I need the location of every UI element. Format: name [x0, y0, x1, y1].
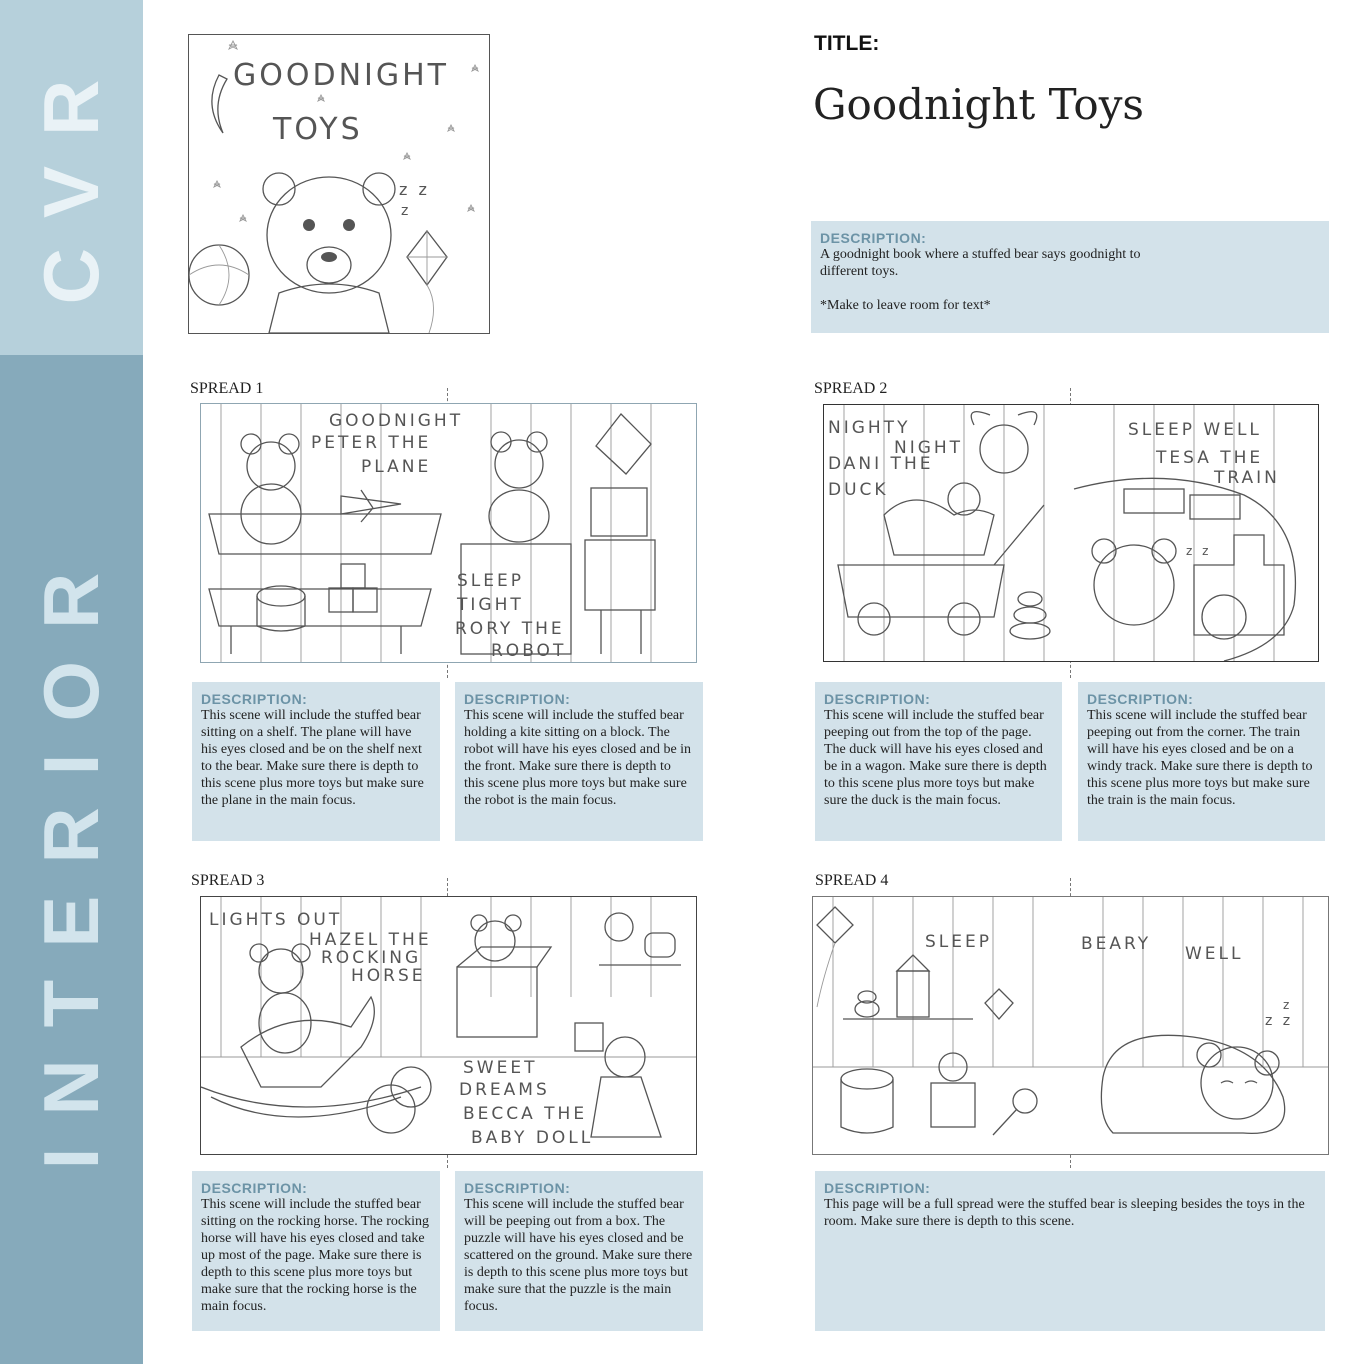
cover-section-label: CVR — [27, 49, 115, 305]
spread-3-right-text-2: DREAMS — [459, 1080, 550, 1100]
spread-2-drawing — [824, 405, 1318, 661]
spread-1-drawing — [201, 404, 696, 662]
spread-3-right-description-label: DESCRIPTION: — [464, 1180, 571, 1196]
spread-4-description-text: This page will be a full spread were the stuffed bear is sleeping besides the toys in the room. Make sure there is depth to this scene. — [824, 1197, 1305, 1229]
cover-description-label: DESCRIPTION: — [820, 230, 927, 246]
spread-1-right-description-box — [455, 682, 703, 841]
spread-2-right-text-2: TESA THE — [1156, 448, 1264, 468]
sidebar-interior-band — [0, 355, 143, 1364]
sidebar-cover-band — [0, 0, 143, 355]
spread-2-left-description-label: DESCRIPTION: — [824, 691, 931, 707]
spread-4-left-text-1: SLEEP — [925, 932, 992, 952]
title-label: TITLE: — [814, 32, 880, 55]
cover-sketch-drawing — [189, 35, 489, 333]
spread-1-right-text-3: RORY THE — [455, 619, 565, 639]
spread-1-left-description-box — [192, 682, 440, 841]
interior-section-label: INTERIOR — [27, 540, 115, 1170]
spread-3-left-text-3: ROCKING — [321, 948, 422, 968]
spread-2-left-text-4: DUCK — [828, 480, 889, 500]
spread-2-label: SPREAD 2 — [814, 380, 888, 397]
spread-3-right-text-1: SWEET — [463, 1058, 538, 1078]
spread-2-left-description-box — [815, 682, 1062, 841]
spread-3-left-description-text: This scene will include the stuffed bear sitting on the rocking horse. The rocking horse will have his eyes closed and take up most of the page. Make sure there is depth to this scene plus more toys but make sure that the rocking horse is the main focus. — [201, 1197, 429, 1314]
spread-3-sketch — [200, 896, 697, 1155]
spread-2-right-description-box — [1078, 682, 1325, 841]
spread-3-right-description-box — [455, 1171, 703, 1331]
spread-3-right-text-4: BABY DOLL — [471, 1128, 594, 1148]
spread-3-left-text-2: HAZEL THE — [309, 930, 432, 950]
svg-text:z: z — [1283, 998, 1293, 1012]
spread-2-left-text-1: NIGHTY — [828, 418, 911, 438]
cover-description-text: A goodnight book where a stuffed bear says goodnight to different toys. *Make to leave room for text* — [820, 247, 1141, 313]
spread-4-description-box — [815, 1171, 1325, 1331]
spread-4-right-text-1: BEARY — [1081, 934, 1152, 954]
spread-1-right-description-label: DESCRIPTION: — [464, 691, 571, 707]
spread-1-left-text-1: GOODNIGHT — [329, 411, 464, 431]
spread-2-right-text-3: TRAIN — [1214, 468, 1280, 488]
spread-4-right-text-2: WELL — [1185, 944, 1244, 964]
spread-1-right-text-2: TIGHT — [457, 595, 524, 615]
svg-text:z z: z z — [1186, 544, 1212, 558]
svg-text:z: z — [401, 203, 412, 219]
spread-3-left-description-box — [192, 1171, 440, 1331]
cover-sketch-text-2: TOYS — [273, 112, 363, 147]
spread-1-right-text-4: ROBOT — [491, 641, 567, 661]
spread-2-right-description-text: This scene will include the stuffed bear peeping out from the corner. The train will have his eyes closed and be on a windy track. Make sure there is depth to this scene plus more toys but make sure the train is the main focus. — [1087, 708, 1313, 808]
cover-description-box — [811, 221, 1329, 333]
spread-4-drawing — [813, 897, 1328, 1154]
spread-3-right-text-3: BECCA THE — [463, 1104, 588, 1124]
spread-2-right-text-1: SLEEP WELL — [1128, 420, 1262, 440]
spread-1-right-text-1: SLEEP — [457, 571, 524, 591]
cover-sketch — [188, 34, 490, 334]
cover-sketch-text-1: GOODNIGHT — [233, 58, 449, 93]
svg-text:z z: z z — [1265, 1013, 1294, 1029]
spread-3-label: SPREAD 3 — [191, 872, 265, 889]
svg-text:z z: z z — [399, 180, 430, 199]
spread-2-left-description-text: This scene will include the stuffed bear peeping out from the top of the page. The duck will have his eyes closed and be in a wagon. Make sure there is depth to this scene plus more toys but make sure the duck is the main focus. — [824, 708, 1047, 808]
spread-3-drawing — [201, 897, 696, 1154]
spread-1-left-text-3: PLANE — [361, 457, 432, 477]
spread-2-left-text-2: NIGHT — [894, 438, 964, 458]
spread-1-right-description-text: This scene will include the stuffed bear holding a kite sitting on a block. The robot will have his eyes closed and be in the front. Make sure there is depth to this scene plus more toys but make sure the robot is the main focus. — [464, 708, 692, 808]
spread-4-sketch — [812, 896, 1329, 1155]
spread-3-right-description-text: This scene will include the stuffed bear will be peeping out from a box. The puzzle will have his eyes closed and be scattered on the ground. Make sure there is depth to this scene plus more toys but make sure that the puzzle is the main focus. — [464, 1197, 693, 1314]
spread-1-label: SPREAD 1 — [190, 380, 264, 397]
book-title: Goodnight Toys — [813, 80, 1144, 129]
spread-3-left-text-1: LIGHTS OUT — [209, 910, 343, 930]
spread-1-left-text-2: PETER THE — [311, 433, 432, 453]
spread-2-right-description-label: DESCRIPTION: — [1087, 691, 1194, 707]
spread-1-sketch — [200, 403, 697, 663]
spread-4-label: SPREAD 4 — [815, 872, 889, 889]
spread-1-left-description-text: This scene will include the stuffed bear sitting on a shelf. The plane will have his eyes closed and be on the shelf next to the bear. Make sure there is depth to this scene plus more toys but make sure the plane in the main focus. — [201, 708, 424, 808]
spread-1-left-description-label: DESCRIPTION: — [201, 691, 308, 707]
spread-3-left-text-4: HORSE — [351, 966, 426, 986]
spread-2-left-text-3: DANI THE — [828, 454, 934, 474]
spread-2-sketch — [823, 404, 1319, 662]
spread-4-description-label: DESCRIPTION: — [824, 1180, 931, 1196]
spread-3-left-description-label: DESCRIPTION: — [201, 1180, 308, 1196]
